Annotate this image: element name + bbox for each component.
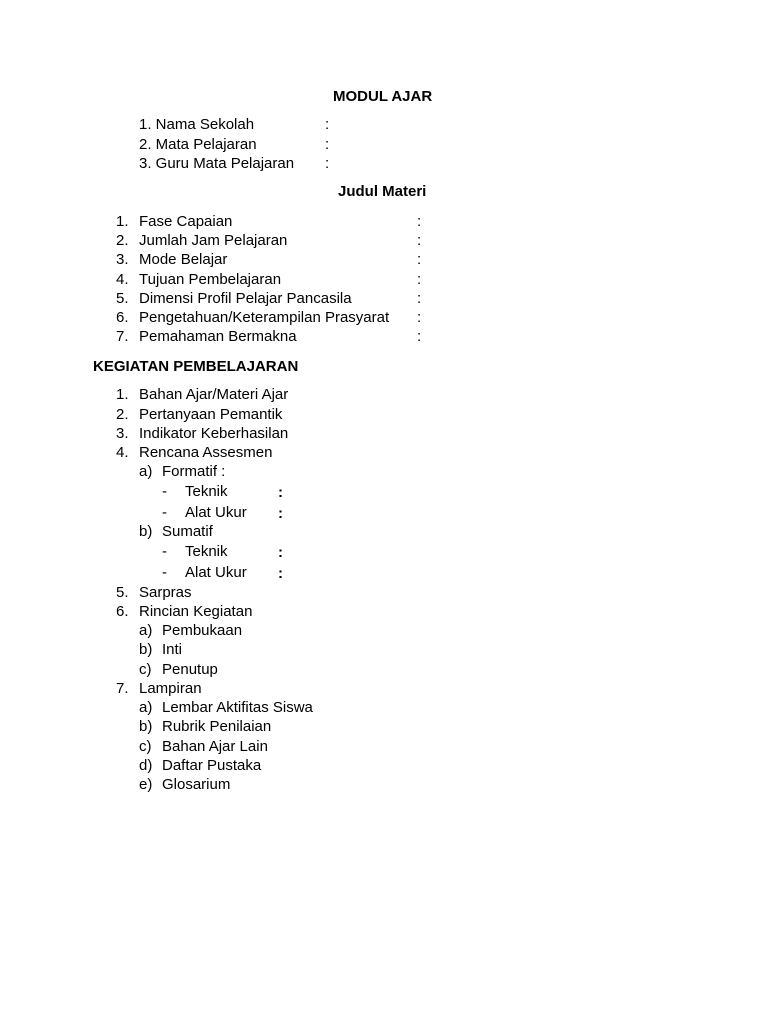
assessment-dash: - [162,504,167,521]
info-label-tujuan: Tujuan Pembelajaran [139,271,282,288]
assessment-colon: : [278,565,283,582]
activity-number: 5. [116,584,129,601]
section-heading-kegiatan: KEGIATAN PEMBELAJARAN [93,358,299,375]
assessment-colon: : [278,544,283,561]
assessment-dash: - [162,564,167,581]
material-title: Judul Materi [338,183,427,200]
assessment-letter: b) [139,523,153,540]
assessment-dash: - [162,483,167,500]
activity-label: Pertanyaan Pemantik [139,406,283,423]
sub-item-label: Glosarium [162,776,231,793]
activity-number: 2. [116,406,129,423]
info-label-mode-belajar: Mode Belajar [139,251,228,268]
activity-label-lampiran: Lampiran [139,680,202,697]
activity-label: Indikator Keberhasilan [139,425,289,442]
assessment-letter: a) [139,463,153,480]
sub-item-label: Lembar Aktifitas Siswa [162,699,313,716]
sub-item-letter: b) [139,718,153,735]
assessment-row-label: Alat Ukur [185,564,247,581]
sub-item-letter: a) [139,622,153,639]
info-colon: : [417,232,422,249]
identity-colon: : [325,155,330,172]
info-colon: : [417,271,422,288]
document-title: MODUL AJAR [333,88,433,105]
assessment-label-sumatif: Sumatif [162,523,213,540]
activity-label: Rencana Assesmen [139,444,273,461]
sub-item-letter: c) [139,738,152,755]
sub-item-label: Rubrik Penilaian [162,718,272,735]
info-number: 7. [116,328,129,345]
info-label-jumlah-jam: Jumlah Jam Pelajaran [139,232,288,249]
info-number: 2. [116,232,129,249]
info-colon: : [417,309,422,326]
info-colon: : [417,328,422,345]
activity-label: Bahan Ajar/Materi Ajar [139,386,289,403]
info-number: 1. [116,213,129,230]
info-number: 5. [116,290,129,307]
activity-number: 7. [116,680,129,697]
activity-number: 6. [116,603,129,620]
activity-number: 3. [116,425,129,442]
activity-label-sarpras: Sarpras [139,584,192,601]
info-colon: : [417,290,422,307]
assessment-dash: - [162,543,167,560]
sub-item-letter: b) [139,641,153,658]
sub-item-label: Daftar Pustaka [162,757,262,774]
sub-item-letter: e) [139,776,153,793]
identity-label-nama-sekolah: 1. Nama Sekolah [139,116,255,133]
sub-item-label: Penutup [162,661,218,678]
info-colon: : [417,251,422,268]
assessment-row-label: Alat Ukur [185,504,247,521]
sub-item-letter: d) [139,757,153,774]
sub-item-label: Pembukaan [162,622,243,639]
info-label-prasyarat: Pengetahuan/Keterampilan Prasyarat [139,309,390,326]
identity-colon: : [325,136,330,153]
activity-number: 1. [116,386,129,403]
info-label-pemahaman: Pemahaman Bermakna [139,328,297,345]
info-number: 4. [116,271,129,288]
assessment-row-label: Teknik [185,543,228,560]
sub-item-letter: a) [139,699,153,716]
assessment-colon: : [278,505,283,522]
info-label-dimensi-profil: Dimensi Profil Pelajar Pancasila [139,290,352,307]
sub-item-label: Bahan Ajar Lain [162,738,268,755]
assessment-colon: : [278,484,283,501]
sub-item-letter: c) [139,661,152,678]
assessment-row-label: Teknik [185,483,228,500]
assessment-label-formatif: Formatif : [162,463,226,480]
identity-colon: : [325,116,330,133]
info-number: 6. [116,309,129,326]
info-number: 3. [116,251,129,268]
activity-number: 4. [116,444,129,461]
activity-label-rincian: Rincian Kegiatan [139,603,253,620]
sub-item-label: Inti [162,641,183,658]
info-colon: : [417,213,422,230]
info-label-fase-capaian: Fase Capaian [139,213,233,230]
identity-label-guru: 3. Guru Mata Pelajaran [139,155,295,172]
identity-label-mata-pelajaran: 2. Mata Pelajaran [139,136,257,153]
